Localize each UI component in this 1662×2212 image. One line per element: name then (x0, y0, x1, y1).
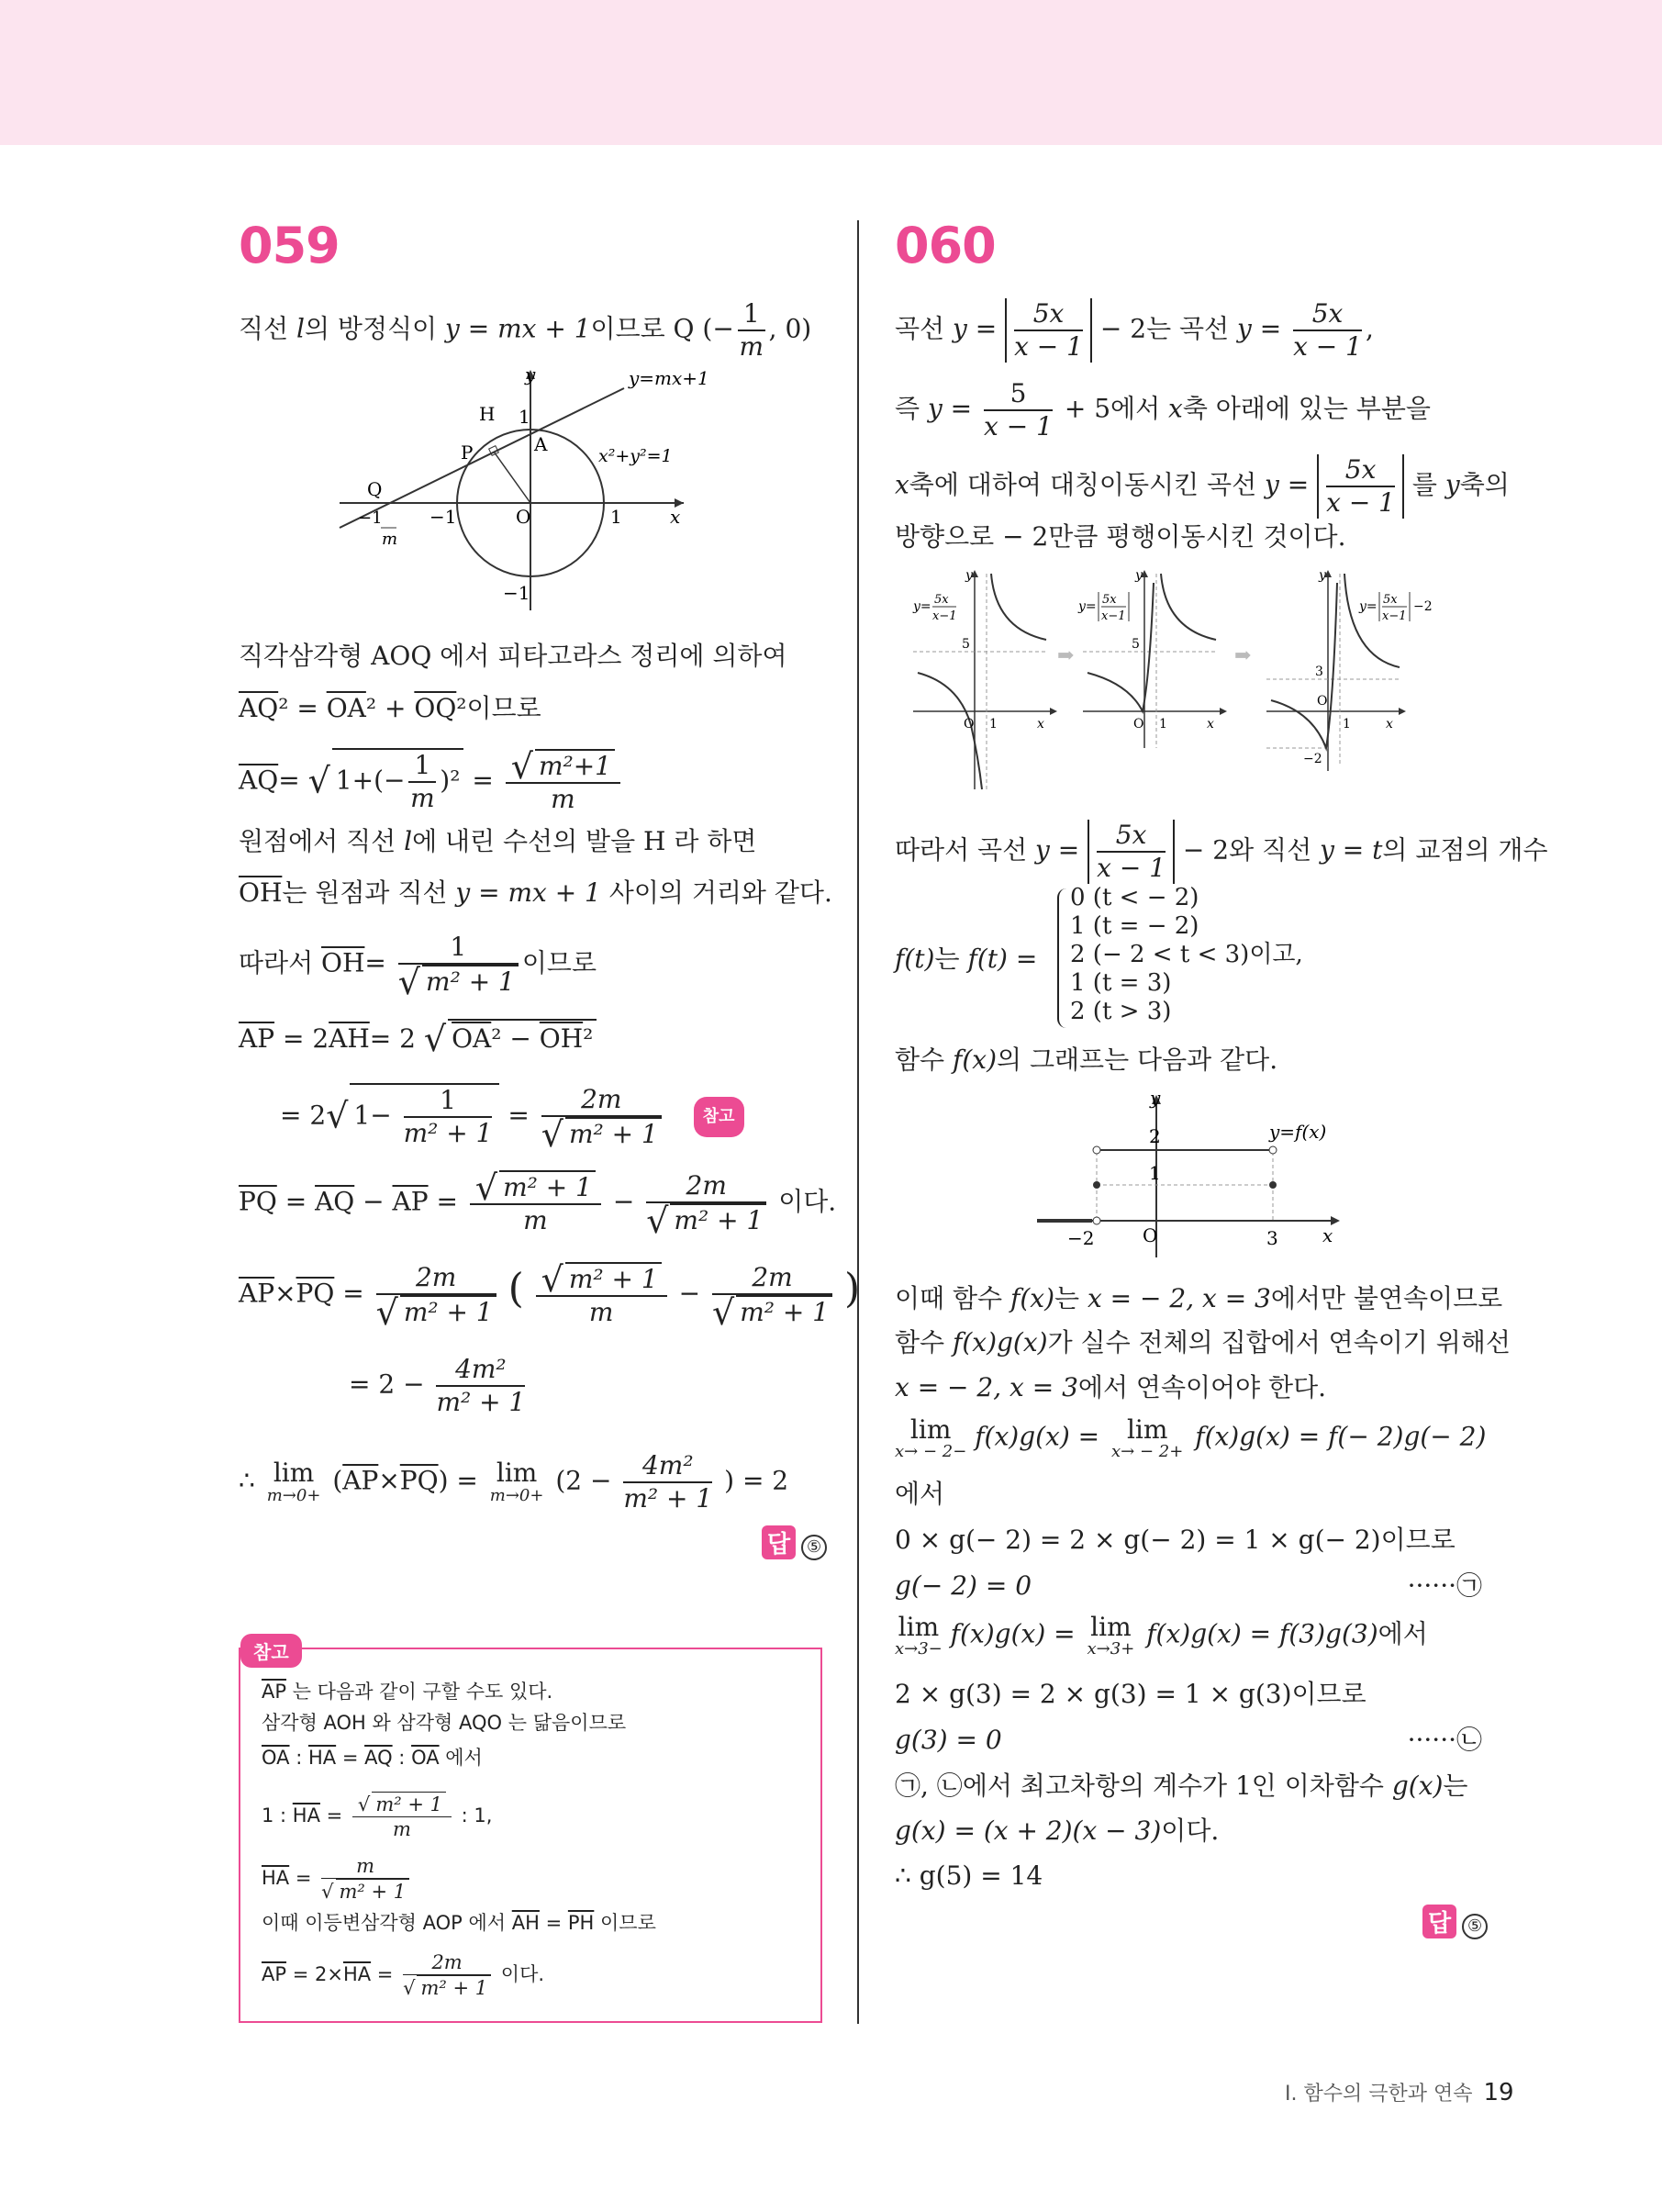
fg-O: O (1143, 1224, 1158, 1246)
note-line-1: $\overline{AP}$ 는 다음과 같이 구할 수도 있다. (262, 1681, 553, 1703)
p059-answer: 답 ⑤ (762, 1525, 827, 1560)
p059-line-13: ∴ lim m→0+ $(\overline{AP}\times\overline{PQ})$ = lim m→0+ (2 − $\frac{\text{4m²}}{\text{m² + 1}}$ ) = 2 (239, 1450, 789, 1514)
g3-x-label: x (1386, 717, 1393, 732)
fx-graph (1032, 1088, 1354, 1262)
arrow-1: ➡ (1057, 644, 1075, 667)
g2-y-label: y (1135, 568, 1143, 583)
g2-one: 1 (1159, 717, 1167, 732)
p060-line-11: lim x→ − 2− f(x)g(x) = lim x→ − 2+ f(x)g(x) = f(− 2)g(− 2) (895, 1414, 1487, 1461)
top-band (0, 0, 1662, 145)
g3-O: O (1317, 694, 1328, 709)
transform-graph-2 (1078, 564, 1239, 794)
case-item: 1 (t = 3) (1070, 969, 1172, 997)
fig059-O: O (516, 506, 531, 528)
p059-line-2: 직각삼각형 AOQ 에서 피타고라스 정리에 의하여 (239, 641, 787, 671)
note-tab: 참고 (240, 1634, 302, 1668)
fig059-negone-y: −1 (503, 582, 530, 604)
case-item: 0 (t < − 2) (1070, 884, 1199, 911)
g3-negtwo: −2 (1303, 752, 1322, 766)
page-footer (1285, 2078, 1514, 2106)
fig059-qx-num: −1 (358, 508, 383, 528)
fig059-x-label: x (670, 506, 681, 528)
note-line-2: 삼각형 AOH 와 삼각형 AQO 는 닮음이므로 (262, 1712, 627, 1734)
p060-line-20: ∴ g(5) = 14 (895, 1860, 1043, 1891)
p059-line-10: $\overline{PQ} = \overline{AQ} - \overline{AP}$ = $\frac{\text{√ m² + 1}}{m}$ − $\frac{2m}{\text{√ m² + 1}}$ 이다. (239, 1167, 837, 1241)
g2-five: 5 (1132, 637, 1140, 652)
fig059-qx-den: m (382, 530, 398, 549)
p060-line-12: 에서 (895, 1479, 945, 1509)
g1-y-label: y (965, 568, 973, 583)
case-item: 2 (− 2 < t < 3)이고, (1070, 941, 1303, 968)
note-line-6: 이때 이등변삼각형 AOP 에서 $\overline{AH} = \overline{PH}$ 이므로 (262, 1912, 656, 1934)
arrow-2: ➡ (1234, 644, 1252, 667)
chapter-title: Ⅰ. 함수의 극한과 연속 (1285, 2083, 1473, 2106)
g1-eq-a: y= (913, 599, 931, 614)
p060-answer: 답 ⑤ (1422, 1905, 1488, 1939)
fig059-circle-label: x²+y²=1 (598, 446, 673, 466)
problem-number-060: 060 (895, 217, 996, 274)
g2-eq-n: 5x (1102, 593, 1117, 607)
p059-line-7: 따라서 $\overline{OH}=$ $\frac{1}{\text{√ m² + 1}}$ 이므로 (239, 932, 597, 1002)
p060-line-3: x축에 대하여 대칭이동시킨 곡선 y = $\frac{5x}{x - 1}$ 를 y축의 (895, 454, 1510, 518)
p060-line-10: x = − 2, x = 3에서 연속이어야 한다. (895, 1372, 1327, 1402)
p060-line-9: 함수 f(x)g(x)가 실수 전체의 집합에서 연속이기 위해선 (895, 1327, 1511, 1357)
p059-line-5: 원점에서 직선 l에 내린 수선의 발을 H 라 하면 (239, 826, 757, 856)
cases-list (1070, 884, 1303, 1026)
fg-eq: y=f(x) (1269, 1121, 1327, 1143)
fig059-negone-x: −1 (429, 506, 457, 528)
p059-line-6: $\overline{OH}$는 원점과 직선 y = mx + 1 사이의 거리와 같다. (239, 877, 832, 908)
g3-one: 1 (1343, 717, 1351, 732)
case-item: 2 (t > 3) (1070, 998, 1172, 1025)
g2-eq-d: x−1 (1101, 609, 1126, 623)
p059-line-1: 직선 l의 방정식이 y = mx + 1이므로 Q (− $\frac{1}{m}$ , 0) (239, 298, 812, 362)
g2-eq-a: y= (1078, 599, 1097, 614)
p059-line-11: $\overline{AP}\times\overline{PQ}$ = $\frac{2m}{\text{√ m² + 1}}$ ( $\frac{\text{√ m² + 1}}{m}$ − $\frac{2m}{\text{√ m² + 1}}$ ) (239, 1259, 861, 1333)
g1-O: O (964, 717, 975, 732)
note-line-4: 1 : $\overline{HA}$ = $\frac{\text{√ m² + 1}}{m}$ : 1, (262, 1793, 493, 1840)
fig059-P: P (461, 441, 474, 464)
g3-y-label: y (1319, 568, 1326, 583)
problem-number-059: 059 (239, 217, 340, 274)
fig059-y-label: y (525, 363, 536, 385)
fig059-line-label: y=mx+1 (629, 367, 709, 389)
fig059-one-y: 1 (519, 406, 530, 428)
g3-three: 3 (1315, 665, 1323, 679)
fg-negtwo: −2 (1067, 1227, 1095, 1249)
note-line-3: $\overline{OA}$ : $\overline{HA} = \overline{AQ}$ : $\overline{OA}$ 에서 (262, 1747, 483, 1769)
p060-line-18: ㉠, ㉡에서 최고차항의 계수가 1인 이차함수 g(x)는 (895, 1771, 1468, 1801)
column-divider (857, 220, 859, 2024)
p059-line-12: = 2 − $\frac{\text{4m²}}{\text{m² + 1}}$ (349, 1354, 526, 1417)
note-line-7: $\overline{AP} = 2\times\overline{HA}$ = $\frac{2m}{\text{√ m² + 1}}$ 이다. (262, 1951, 545, 1999)
fg-y-label: y (1150, 1087, 1161, 1109)
fig059-H: H (479, 403, 496, 425)
p060-line-14: g(− 2) = 0 ······㉠ (895, 1570, 1482, 1601)
g1-eq-n: 5x (934, 593, 949, 607)
case-item: 1 (t = − 2) (1070, 912, 1199, 940)
p059-line-3: $\overline{AQ}^2 = \overline{OA}^2 + \overline{OQ}^2$이므로 (239, 693, 541, 723)
fg-three: 3 (1266, 1227, 1278, 1249)
p060-line-19: g(x) = (x + 2)(x − 3)이다. (895, 1815, 1220, 1846)
p060-line-7: 함수 f(x)의 그래프는 다음과 같다. (895, 1045, 1278, 1075)
transform-graph-1 (909, 564, 1069, 794)
fg-one: 1 (1149, 1162, 1161, 1184)
fg-x-label: x (1322, 1224, 1333, 1246)
p060-line-13: 0 × g(− 2) = 2 × g(− 2) = 1 × g(− 2)이므로 (895, 1525, 1456, 1555)
p060-line-17: g(3) = 0 ······㉡ (895, 1725, 1482, 1755)
note-reference-badge: 참고 (694, 1097, 744, 1137)
p060-line-8: 이때 함수 f(x)는 x = − 2, x = 3에서만 불연속이므로 (895, 1283, 1503, 1313)
p060-line-5: 따라서 곡선 y = $\frac{5x}{x - 1}$ − 2와 직선 y = t의 교점의 개수 (895, 820, 1548, 883)
g1-eq-d: x−1 (932, 609, 957, 623)
fig059-Q: Q (367, 478, 383, 500)
p060-line-1: 곡선 y = $\frac{5x}{x - 1}$ − 2는 곡선 y = $\frac{5x}{x - 1}$ , (895, 298, 1374, 362)
fig059-A: A (534, 433, 548, 455)
fig059-one-x: 1 (610, 506, 622, 528)
g3-eq-a: y= (1359, 599, 1378, 614)
fg-two: 2 (1149, 1125, 1161, 1147)
page-number: 19 (1483, 2079, 1514, 2106)
p060-line-2: 즉 y = $\frac{5}{x - 1}$ + 5에서 x축 아래에 있는 부분을 (895, 378, 1431, 441)
g1-five: 5 (962, 637, 970, 652)
unit-circle-figure (330, 363, 709, 615)
p060-line-15: lim x→3− f(x)g(x) = lim x→3+ f(x)g(x) = f(3)g(3)에서 (895, 1612, 1428, 1659)
g3-eq-d: x−1 (1382, 609, 1407, 623)
p060-line-16: 2 × g(3) = 2 × g(3) = 1 × g(3)이므로 (895, 1679, 1366, 1709)
g3-eq-b: −2 (1413, 599, 1433, 614)
p059-line-8: $\overline{AP} = 2\overline{AH}= 2$ √ $OA^2 - \overline{OH}^2$ (239, 1019, 597, 1057)
g1-x-label: x (1037, 717, 1044, 732)
g3-eq-n: 5x (1383, 593, 1398, 607)
p059-line-9: = 2√ 1− $\frac{1}{\text{m² + 1}}$ = $\frac{2m}{\text{√ m² + 1}}$ 참고 (280, 1083, 744, 1150)
p060-line-6: f(t)는 f(t) = (895, 944, 1038, 974)
g2-x-label: x (1207, 717, 1214, 732)
p059-line-4: $\overline{AQ}=$ √ 1+(− $\frac{1}{m}$ )² = $\frac{\text{√ m²+1}}{m}$ (239, 748, 624, 815)
g2-O: O (1133, 717, 1144, 732)
g1-one: 1 (989, 717, 998, 732)
note-line-5: $\overline{HA}$ = $\frac{m}{\text{√ m² + 1}}$ (262, 1854, 413, 1904)
p060-line-4: 방향으로 − 2만큼 평행이동시킨 것이다. (895, 521, 1346, 552)
transform-graph-3 (1262, 564, 1473, 794)
